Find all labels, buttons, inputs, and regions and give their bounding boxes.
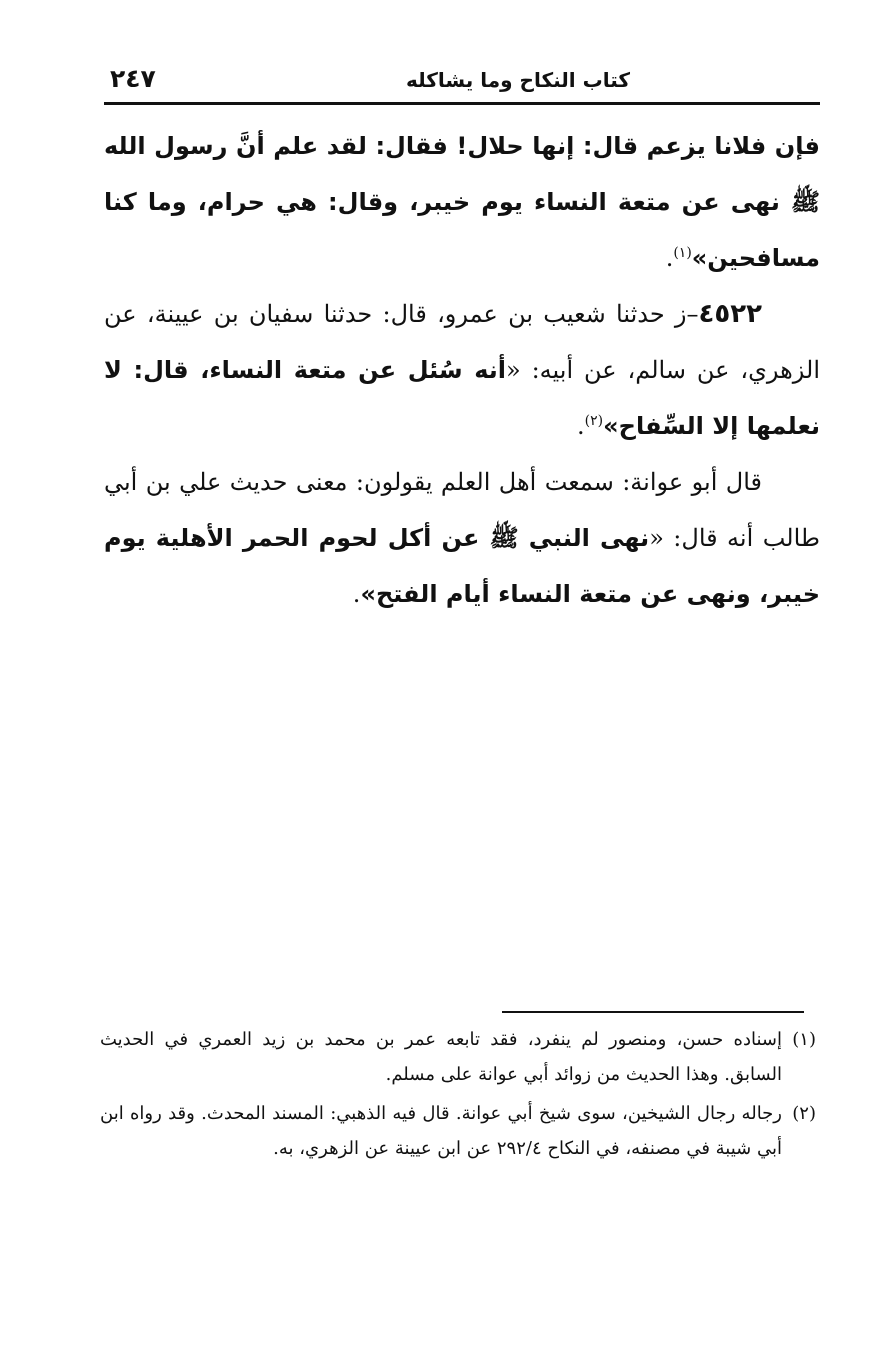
running-title: كتاب النكاح وما يشاكله [406,68,630,92]
footnote-1 [100,1022,816,1092]
header-rule [104,102,820,105]
hadith-number: ٤٥٢٢ [698,299,762,329]
footnote-1-text: إسناده حسن، ومنصور لم ينفرد، فقد تابعه عمر بن محمد بن زيد العمري في الحديث السابق. وهذا الحديث من زوائد أبي عوانة على مسلم. [100,1029,782,1085]
footnote-1-mark: (١) [792,1029,816,1050]
footnote-rule [502,1011,804,1013]
paragraph-2-text: –ز حدثنا شعيب بن عمرو، قال: حدثنا سفيان بن عيينة، عن الزهري، عن سالم، عن أبيه: « [104,300,821,384]
paragraph-3-end: . [352,580,361,608]
page-number: ٢٤٧ [110,64,156,93]
paragraph-2-end: . [577,412,585,440]
footnotes [100,1022,816,1170]
paragraph-2 [104,286,820,454]
footnote-2 [100,1096,816,1166]
running-header [104,62,820,102]
paragraph-3-text: قال أبو عوانة: سمعت أهل العلم يقولون: معنى حديث علي بن أبي طالب أنه قال: « [104,468,820,552]
footnote-ref-2: (٢) [584,413,604,429]
paragraph-3 [104,454,820,622]
paragraph-2-bold: أنه سُئل عن متعة النساء، قال: لا نعلمها إلا السِّفاح» [104,356,820,440]
footnote-2-mark: (٢) [792,1103,816,1124]
footnote-ref-1: (١) [673,245,692,261]
footnote-2-text: رجاله رجال الشيخين، سوى شيخ أبي عوانة. قال فيه الذهبي: المسند المحدث. وقد رواه ابن أبي شيبة في مصنفه، في النكاح ٢٩٢/٤ عن ابن عيينة عن الزهري، به. [100,1103,782,1159]
paragraph-3-bold: نهى النبي ﷺ عن أكل لحوم الحمر الأهلية يوم خيبر، ونهى عن متعة النساء أيام الفتح» [104,524,820,608]
paragraph-1-end: . [665,244,674,272]
paragraph-1-bold: فإن فلانا يزعم قال: إنها حلال! فقال: لقد علم أنَّ رسول الله ﷺ نهى عن متعة النساء يوم خيبر، وقال: هي حرام، وما كنا مسافحين» [104,132,820,272]
paragraph-1 [104,118,820,286]
main-text [104,118,820,622]
